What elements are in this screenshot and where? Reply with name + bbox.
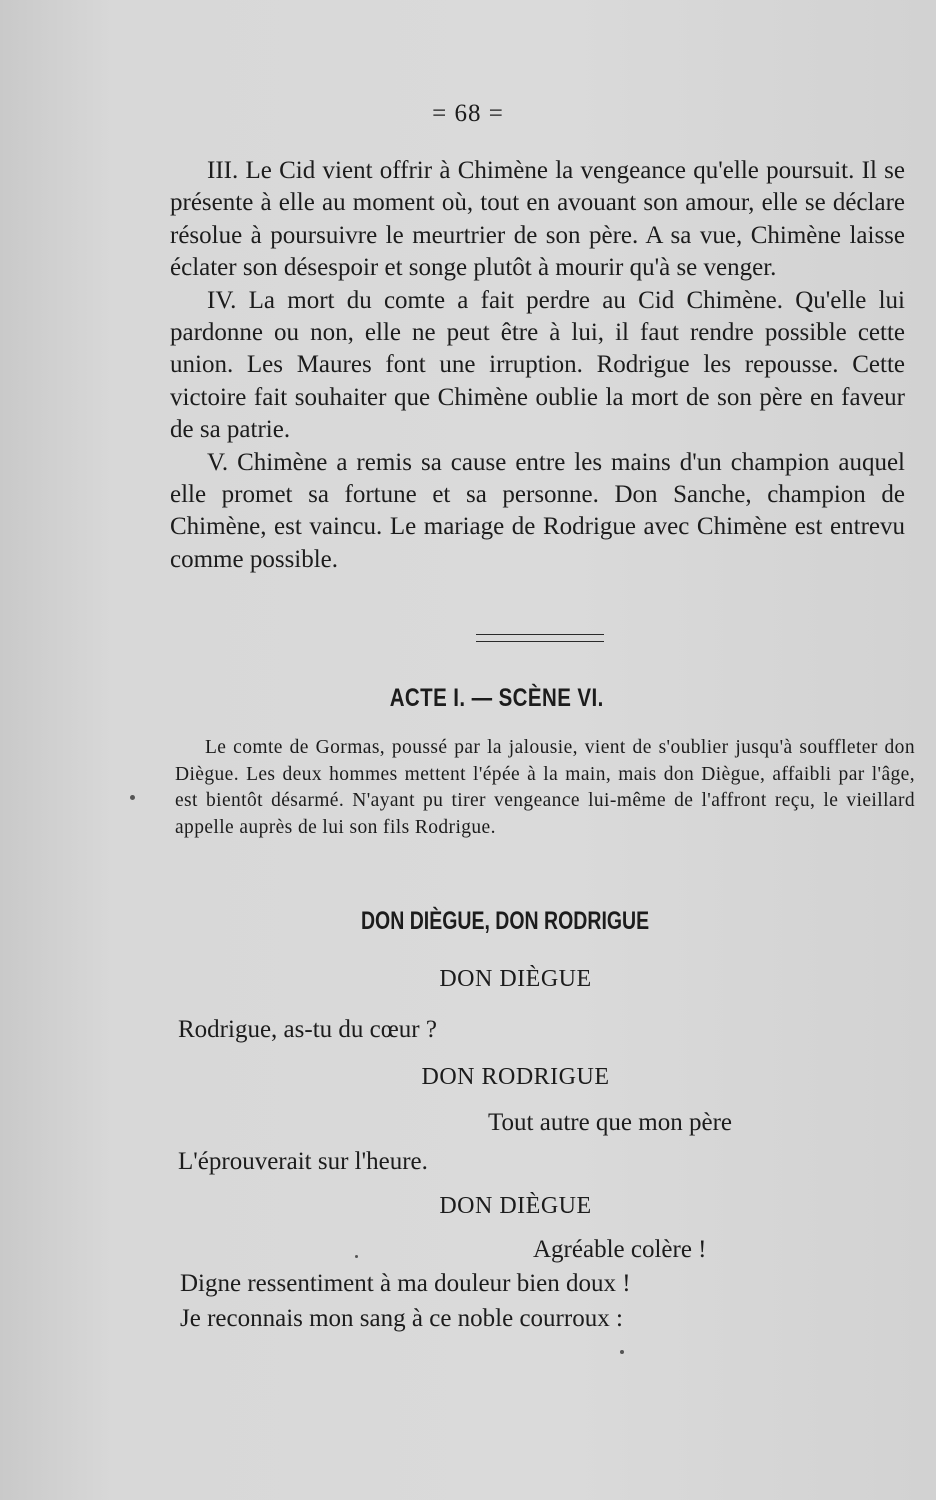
verse-line: Agréable colère !: [533, 1236, 707, 1263]
section-divider: [476, 634, 604, 642]
characters-heading: DON DIÈGUE, DON RODRIGUE: [360, 907, 650, 935]
summary-act-3: III. Le Cid vient offrir à Chimène la vengeance qu'elle poursuit. Il se présente à elle au moment où, tout en avouant son amour, elle se déclare résolue à poursuivre le meurtrier de son père. A sa vue, Chimène laisse éclater son désespoir et songe plutôt à mourir qu'à se venger.: [170, 157, 905, 282]
verse-line: Rodrigue, as-tu du cœur ?: [178, 1016, 437, 1043]
print-speck: [130, 795, 135, 800]
print-speck: [355, 1255, 358, 1258]
scene-intro-text: Le comte de Gormas, poussé par la jalousie, vient de s'oublier jusqu'à souffleter don Diègue. Les deux hommes mettent l'épée à la main, mais don Diègue, affaibli par l'âge, est bientôt désarmé. N'ayant pu tirer vengeance lui-même de l'affront reçu, le vieillard appelle auprès de lui son fils Rodrigue.: [175, 737, 915, 838]
speaker-name: DON DIÈGUE: [439, 966, 592, 992]
verse-line: Je reconnais mon sang à ce noble courroux :: [180, 1305, 623, 1332]
act-scene-heading: ACTE I. — SCÈNE VI.: [389, 684, 604, 712]
verse-line: L'éprouverait sur l'heure.: [178, 1148, 428, 1175]
verse-line: Digne ressentiment à ma douleur bien doux !: [180, 1270, 631, 1297]
summary-act-5: V. Chimène a remis sa cause entre les mains d'un champion auquel elle promet sa fortune et sa personne. Don Sanche, champion de Chimène, est vaincu. Le mariage de Rodrigue avec Chimène est entrevu comme possible.: [170, 448, 905, 573]
print-speck: [620, 1350, 624, 1354]
summary-act-4: IV. La mort du comte a fait perdre au Cid Chimène. Qu'elle lui pardonne ou non, elle ne peut être à lui, il faut rendre possible cette union. Les Maures font une irruption. Rodrigue les repousse. Cette victoire fait souhaiter que Chimène oublie la mort de son père en faveur de sa patrie.: [170, 286, 905, 444]
speaker-name: DON DIÈGUE: [439, 1193, 592, 1219]
act-summaries: [170, 155, 905, 576]
verse-line: Tout autre que mon père: [488, 1109, 732, 1136]
page-number: = 68 =: [432, 100, 504, 127]
scene-introduction: [175, 735, 915, 841]
speaker-name: DON RODRIGUE: [421, 1064, 610, 1090]
